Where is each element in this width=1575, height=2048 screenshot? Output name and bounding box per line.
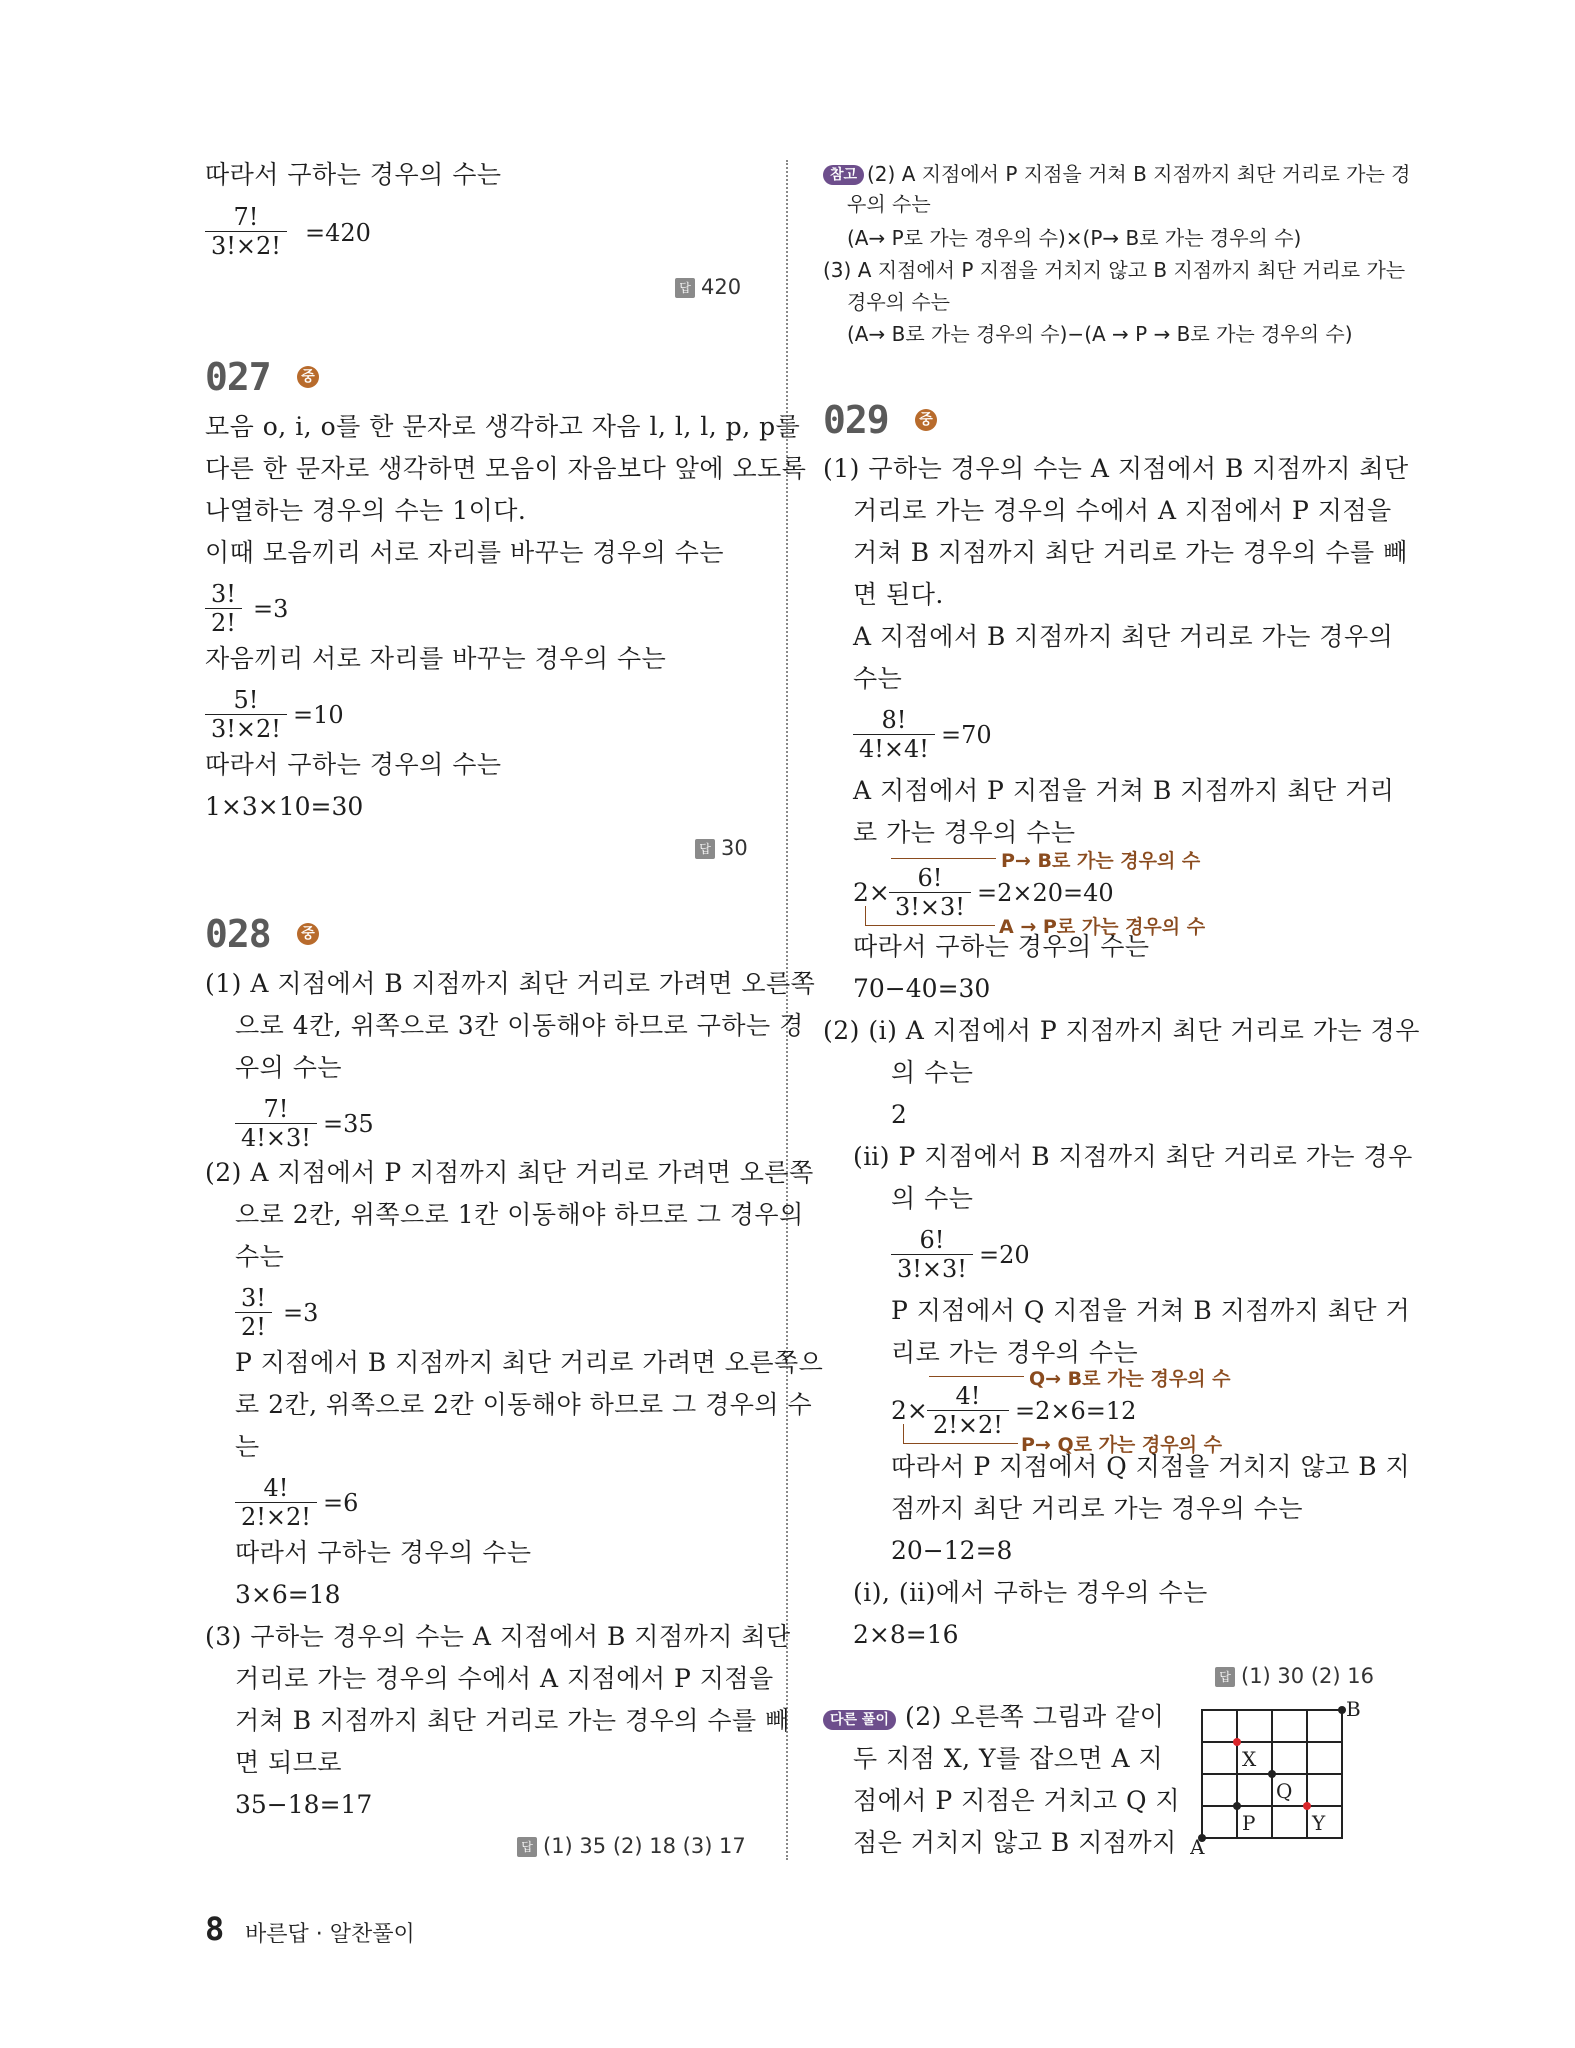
text-line: 다른 한 문자로 생각하면 모음이 자음보다 앞에 오도록: [205, 454, 807, 483]
problem-028-number: 028: [205, 912, 271, 956]
prefix: 2×: [891, 1396, 928, 1425]
text-line: 따라서 구하는 경우의 수는: [853, 932, 1150, 961]
text-line: 리로 가는 경우의 수는: [891, 1338, 1139, 1367]
annotation-line: [903, 1424, 904, 1444]
text-line: 으로 4칸, 위쪽으로 3칸 이동해야 하므로 구하는 경: [235, 1011, 804, 1040]
fraction-result: =70: [941, 721, 992, 749]
fraction-result: =3: [283, 1299, 319, 1327]
fraction: $\frac{6!}{3!\times 3!}$: [891, 1226, 973, 1283]
answer-029: 답 (1) 30 (2) 16: [1215, 1663, 1374, 1689]
answer-028: 답 (1) 35 (2) 18 (3) 17: [517, 1833, 746, 1859]
text-line: (2) 오른쪽 그림과 같이: [905, 1702, 1165, 1731]
annotation-line: [891, 858, 996, 859]
annotation-line: [865, 925, 995, 926]
annotation-line: [865, 906, 866, 926]
text-line: 의 수는: [891, 1058, 974, 1087]
fraction: $\frac{5!}{3!\times 2!}$: [205, 686, 287, 743]
text-line: P 지점에서 B 지점까지 최단 거리로 가려면 오른쪽으: [235, 1348, 824, 1377]
note-line: 우의 수는: [847, 192, 931, 216]
text-line: 면 되므로: [235, 1748, 343, 1777]
text-line: 는: [235, 1432, 260, 1461]
text-line: 면 된다.: [853, 580, 944, 609]
point-P: [1233, 1802, 1241, 1810]
note-line: (2) A 지점에서 P 지점을 거쳐 B 지점까지 최단 거리로 가는 경: [867, 162, 1411, 186]
footer-title: 바른답 · 알찬풀이: [245, 1922, 415, 1947]
text-line: 자음끼리 서로 자리를 바꾸는 경우의 수는: [205, 644, 667, 673]
text-line: 거리로 가는 경우의 수에서 A 지점에서 P 지점을: [853, 496, 1392, 525]
text-line: 따라서 구하는 경우의 수는: [235, 1538, 532, 1567]
point-B: [1338, 1706, 1346, 1714]
prefix: 2×: [853, 878, 890, 907]
text-line: 로 2칸, 위쪽으로 2칸 이동해야 하므로 그 경우의 수: [235, 1390, 813, 1419]
fraction: $\frac{3!}{2!}$: [235, 1284, 272, 1341]
text-line: 우의 수는: [235, 1053, 343, 1082]
fraction-result: =3: [253, 595, 289, 623]
text-line: (2) A 지점에서 P 지점까지 최단 거리로 가려면 오른쪽: [205, 1158, 814, 1187]
text-line: 나열하는 경우의 수는 1이다.: [205, 496, 527, 525]
calc-line: 3×6=18: [235, 1580, 341, 1609]
fraction: $\frac{4!}{2!\times 2!}$: [235, 1474, 317, 1531]
text-line: (2) (ⅰ) A 지점에서 P 지점까지 최단 거리로 가는 경우: [823, 1016, 1420, 1045]
fraction: $\frac{3!}{2!}$: [205, 580, 242, 637]
text-line: (ⅰ), (ⅱ)에서 구하는 경우의 수는: [853, 1578, 1208, 1607]
text-line: 의 수는: [891, 1184, 974, 1213]
label-X: X: [1242, 1747, 1257, 1771]
text-line: A 지점에서 P 지점을 거쳐 B 지점까지 최단 거리: [853, 776, 1395, 805]
level-badge: 중: [297, 923, 319, 945]
fraction-result: =20: [979, 1241, 1030, 1269]
value-line: 2: [891, 1100, 907, 1129]
text-line: 로 가는 경우의 수는: [853, 818, 1076, 847]
text-line: 거리로 가는 경우의 수에서 A 지점에서 P 지점을: [235, 1664, 774, 1693]
fraction-result: =2×6=12: [1015, 1397, 1137, 1425]
intro-answer: 답 420: [675, 274, 741, 300]
fraction-result: =10: [293, 701, 344, 729]
answer-027: 답 30: [695, 835, 748, 861]
level-badge: 중: [915, 409, 937, 431]
text-line: 따라서 P 지점에서 Q 지점을 거치지 않고 B 지: [891, 1452, 1411, 1481]
text-line: 거쳐 B 지점까지 최단 거리로 가는 경우의 수를 빼: [853, 538, 1408, 567]
intro-result: =420: [305, 219, 371, 247]
problem-027-number: 027: [205, 355, 271, 399]
note-line: (A→ B로 가는 경우의 수)−(A → P → B로 가는 경우의 수): [847, 322, 1353, 346]
fraction-result: =35: [323, 1110, 374, 1138]
text-line: 두 지점 X, Y를 잡으면 A 지: [853, 1744, 1164, 1773]
level-badge: 중: [297, 366, 319, 388]
alt-solution-tag: 다른 풀이: [823, 1710, 896, 1730]
annotation-line: [929, 1376, 1024, 1377]
text-line: 으로 2칸, 위쪽으로 1칸 이동해야 하므로 그 경우의: [235, 1200, 804, 1229]
text-line: 점에서 P 지점은 거치고 Q 지: [853, 1786, 1181, 1815]
annotation-line: [903, 1443, 1018, 1444]
lattice-grid-diagram: [1190, 1700, 1370, 1860]
text-line: 거쳐 B 지점까지 최단 거리로 가는 경우의 수를 빼: [235, 1706, 790, 1735]
text-line: (3) 구하는 경우의 수는 A 지점에서 B 지점까지 최단: [205, 1622, 791, 1651]
text-line: 점까지 최단 거리로 가는 경우의 수는: [891, 1494, 1303, 1523]
point-Q: [1268, 1770, 1276, 1778]
text-line: 수는: [235, 1242, 285, 1271]
text-line: A 지점에서 B 지점까지 최단 거리로 가는 경우의: [853, 622, 1394, 651]
text-line: 따라서 구하는 경우의 수는: [205, 750, 502, 779]
calc-line: 35−18=17: [235, 1790, 373, 1819]
text-line: (ⅱ) P 지점에서 B 지점까지 최단 거리로 가는 경우: [853, 1142, 1413, 1171]
text-line: 모음 o, i, o를 한 문자로 생각하고 자음 l, l, l, p, p를: [205, 412, 801, 441]
text-line: (1) 구하는 경우의 수는 A 지점에서 B 지점까지 최단: [823, 454, 1409, 483]
point-Y: [1303, 1802, 1311, 1810]
fraction: $\frac{4!}{2!\times 2!}$: [927, 1382, 1009, 1439]
fraction: $\frac{7!}{4!\times 3!}$: [235, 1095, 317, 1152]
label-P: P: [1242, 1811, 1256, 1835]
label-Y: Y: [1312, 1811, 1326, 1835]
fraction-result: =2×20=40: [977, 879, 1114, 907]
point-X: [1233, 1738, 1241, 1746]
note-line: (A→ P로 가는 경우의 수)×(P→ B로 가는 경우의 수): [847, 226, 1302, 250]
intro-fraction: $\frac{7!}{3!\times 2!}$: [205, 203, 287, 260]
note-line: (3) A 지점에서 P 지점을 거치지 않고 B 지점까지 최단 거리로 가는: [823, 258, 1406, 282]
annotation-label: P→ Q로 가는 경우의 수: [1021, 1434, 1222, 1456]
text-line: (1) A 지점에서 B 지점까지 최단 거리로 가려면 오른쪽: [205, 969, 816, 998]
problem-029-number: 029: [823, 398, 889, 442]
page-number: 8: [205, 1910, 225, 1948]
fraction-result: =6: [323, 1489, 359, 1517]
text-line: 점은 거치지 않고 B 지점까지: [853, 1828, 1177, 1857]
note-line: 경우의 수는: [847, 290, 950, 314]
calc-line: 1×3×10=30: [205, 792, 364, 821]
label-B: B: [1346, 1700, 1361, 1721]
note-tag: 참고: [823, 165, 864, 185]
annotation-label: P→ B로 가는 경우의 수: [1001, 850, 1201, 872]
calc-line: 70−40=30: [853, 974, 991, 1003]
label-Q: Q: [1276, 1779, 1293, 1803]
text-line: 수는: [853, 664, 903, 693]
text-line: P 지점에서 Q 지점을 거쳐 B 지점까지 최단 거: [891, 1296, 1411, 1325]
calc-line: 2×8=16: [853, 1620, 959, 1649]
annotation-label: A → P로 가는 경우의 수: [999, 916, 1206, 938]
label-A: A: [1190, 1835, 1205, 1859]
text-line: 이때 모음끼리 서로 자리를 바꾸는 경우의 수는: [205, 538, 725, 567]
calc-line: 20−12=8: [891, 1536, 1013, 1565]
annotation-label: Q→ B로 가는 경우의 수: [1029, 1368, 1231, 1390]
fraction: $\frac{8!}{4!\times 4!}$: [853, 706, 935, 763]
intro-line: 따라서 구하는 경우의 수는: [205, 160, 502, 189]
fraction: $\frac{6!}{3!\times 3!}$: [889, 864, 971, 921]
